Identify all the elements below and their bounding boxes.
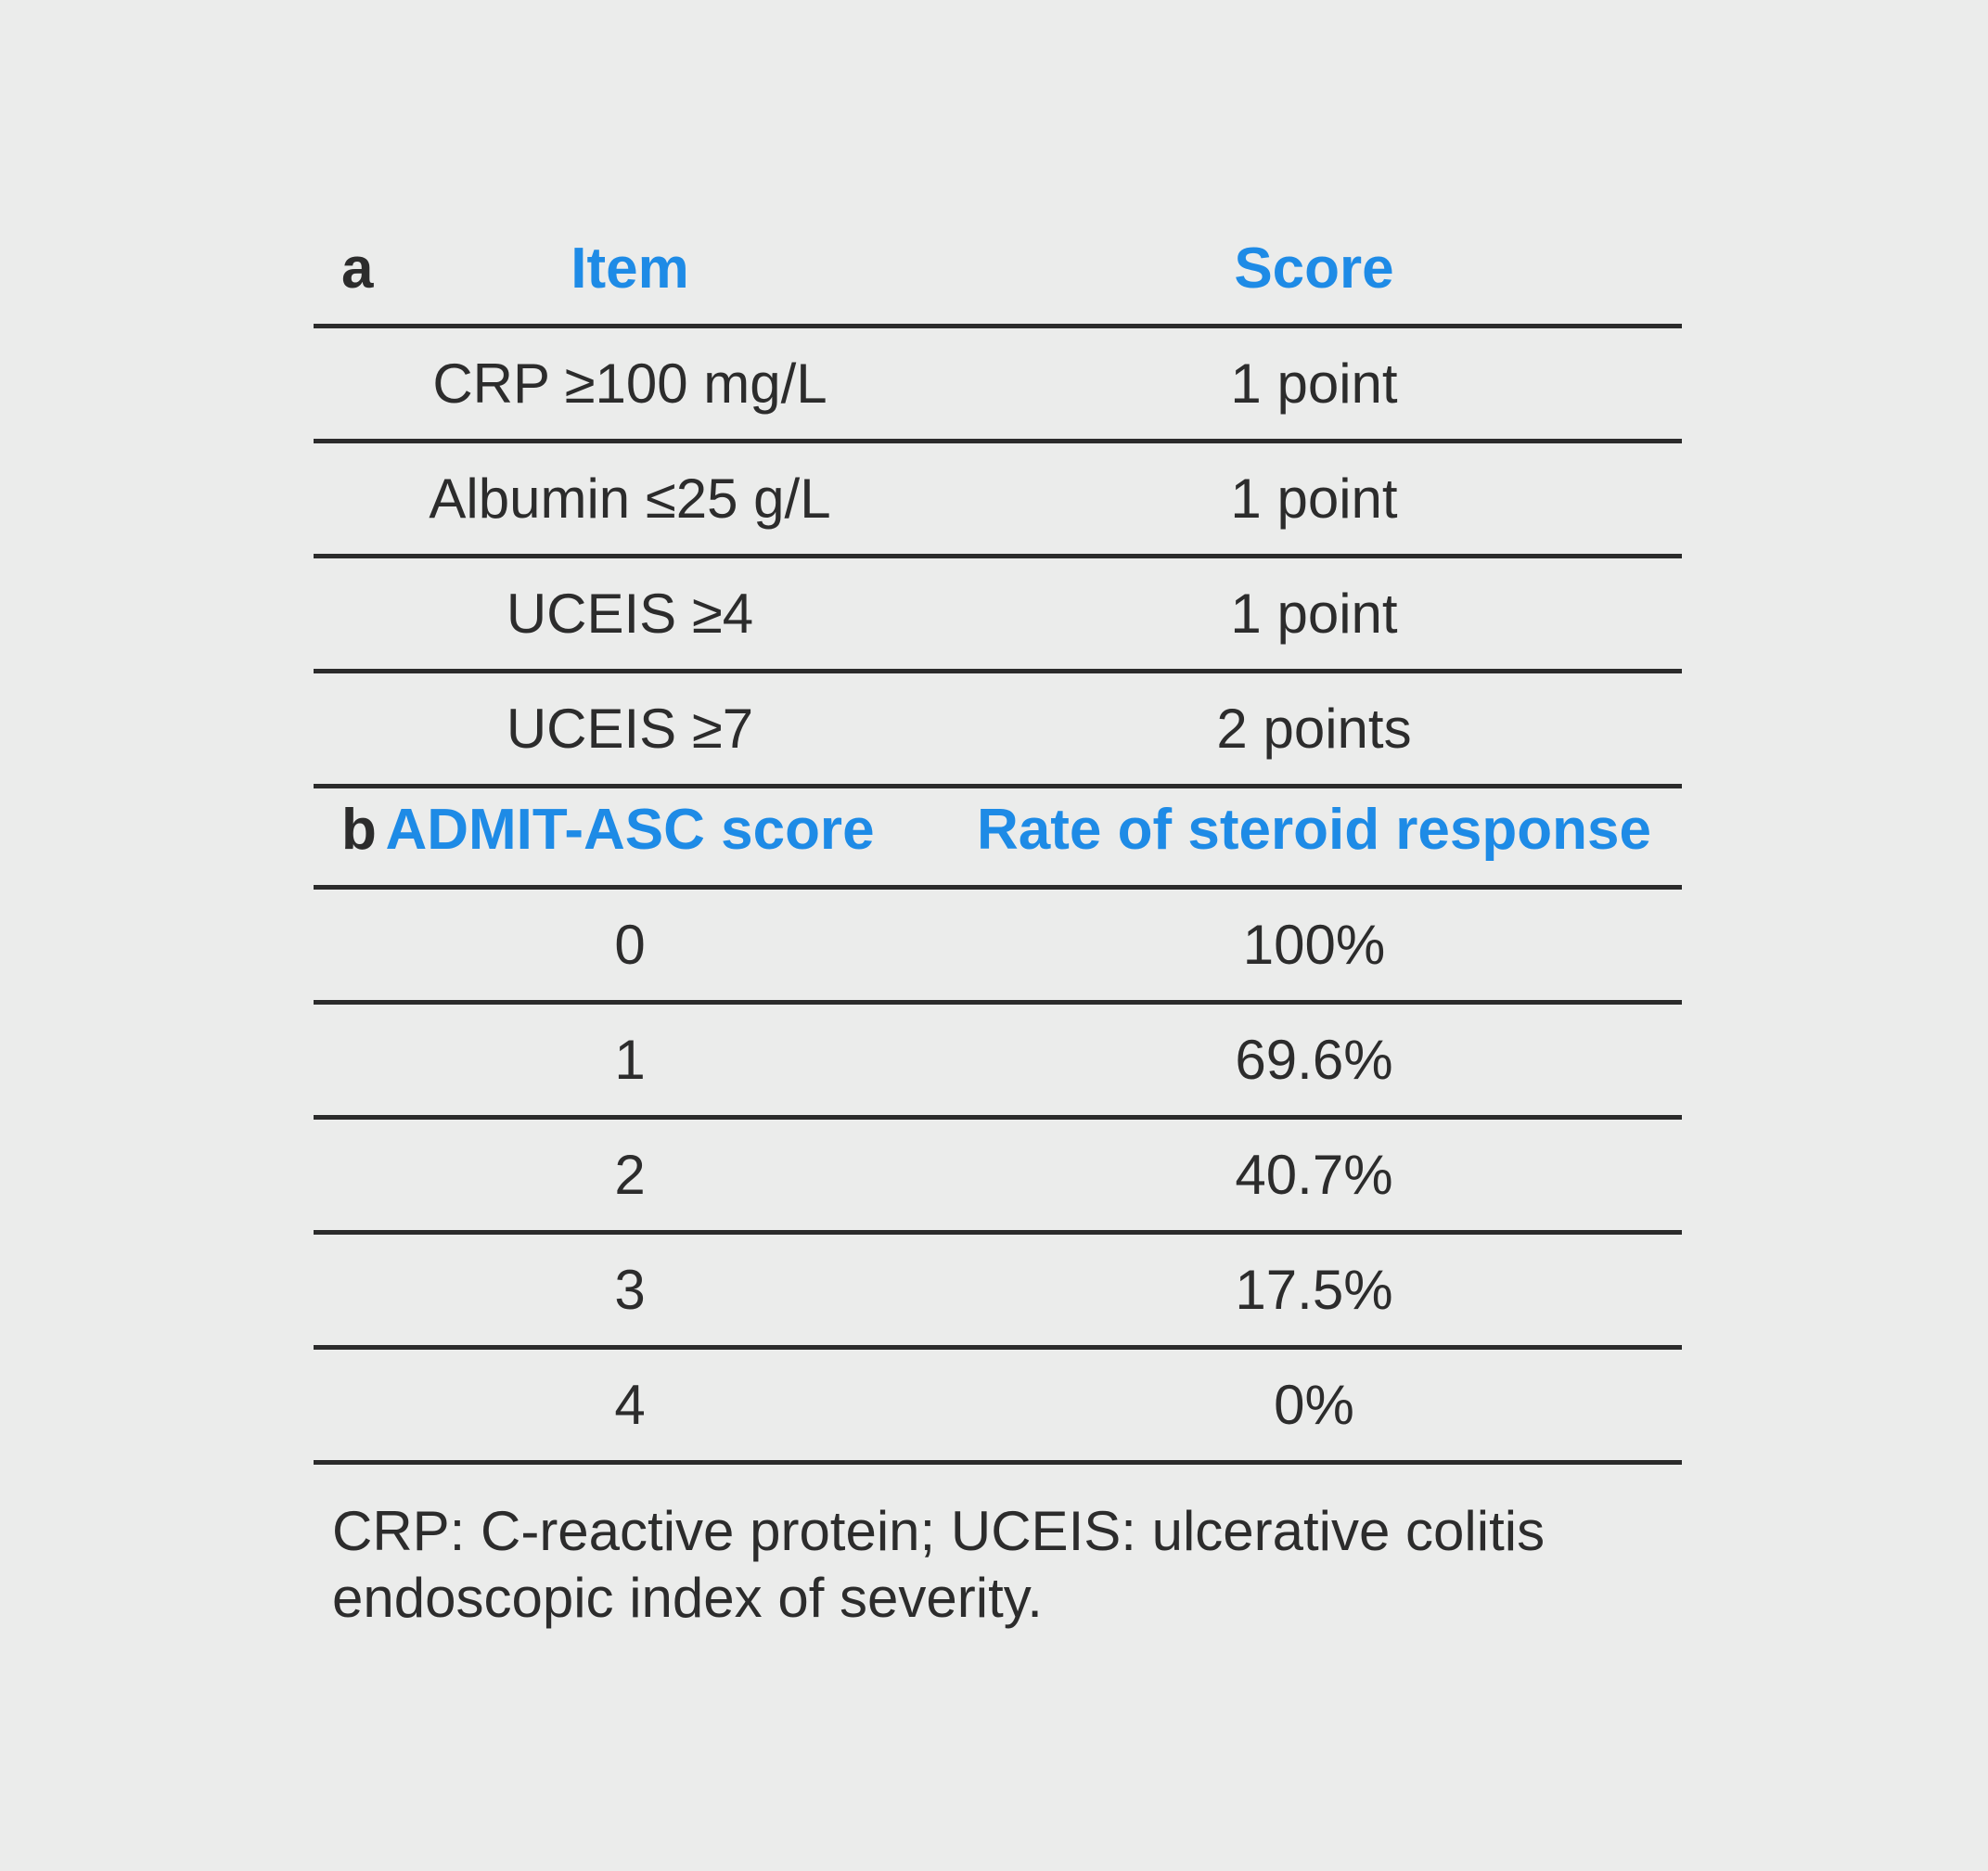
footnote: CRP: C-reactive protein; UCEIS: ulcerative colitis endoscopic index of severity. xyxy=(332,1500,1546,1629)
table-row xyxy=(314,558,1682,673)
table-row xyxy=(314,1120,1682,1235)
rate-cell: 69.6% xyxy=(1235,1029,1393,1091)
item-cell: CRP ≥100 mg/L xyxy=(432,352,827,415)
header-admit-asc-score: ADMIT-ASC score xyxy=(385,798,875,862)
header-item: Item xyxy=(571,237,689,301)
table-b-header-row xyxy=(314,775,1682,890)
table-row xyxy=(314,443,1682,558)
score-cell: 1 point xyxy=(1230,352,1398,415)
score-value-cell: 3 xyxy=(614,1259,646,1321)
item-cell: UCEIS ≥4 xyxy=(506,583,754,645)
table-row xyxy=(314,1005,1682,1120)
header-rate-of-steroid-response: Rate of steroid response xyxy=(977,798,1651,862)
rate-cell: 17.5% xyxy=(1235,1259,1393,1321)
score-value-cell: 0 xyxy=(614,914,646,976)
score-cell: 1 point xyxy=(1230,583,1398,645)
table-row xyxy=(314,1235,1682,1350)
table-row xyxy=(314,890,1682,1005)
score-cell: 1 point xyxy=(1230,468,1398,530)
table-row xyxy=(314,328,1682,443)
score-value-cell: 2 xyxy=(614,1144,646,1206)
table-a-tag: a xyxy=(341,237,374,301)
rate-cell: 40.7% xyxy=(1235,1144,1393,1206)
score-cell: 2 points xyxy=(1216,698,1412,760)
item-cell: UCEIS ≥7 xyxy=(506,698,754,760)
item-cell: Albumin ≤25 g/L xyxy=(429,468,831,530)
rate-cell: 100% xyxy=(1242,914,1386,976)
score-value-cell: 1 xyxy=(614,1029,646,1091)
table-row xyxy=(314,673,1682,788)
table-a-header-row xyxy=(314,213,1682,328)
table-b-tag: b xyxy=(341,798,377,862)
score-value-cell: 4 xyxy=(614,1374,646,1436)
table-row xyxy=(314,1350,1682,1465)
table-a xyxy=(314,213,1682,788)
header-score: Score xyxy=(1234,237,1394,301)
table-b xyxy=(314,775,1682,1465)
rate-cell: 0% xyxy=(1274,1374,1354,1436)
